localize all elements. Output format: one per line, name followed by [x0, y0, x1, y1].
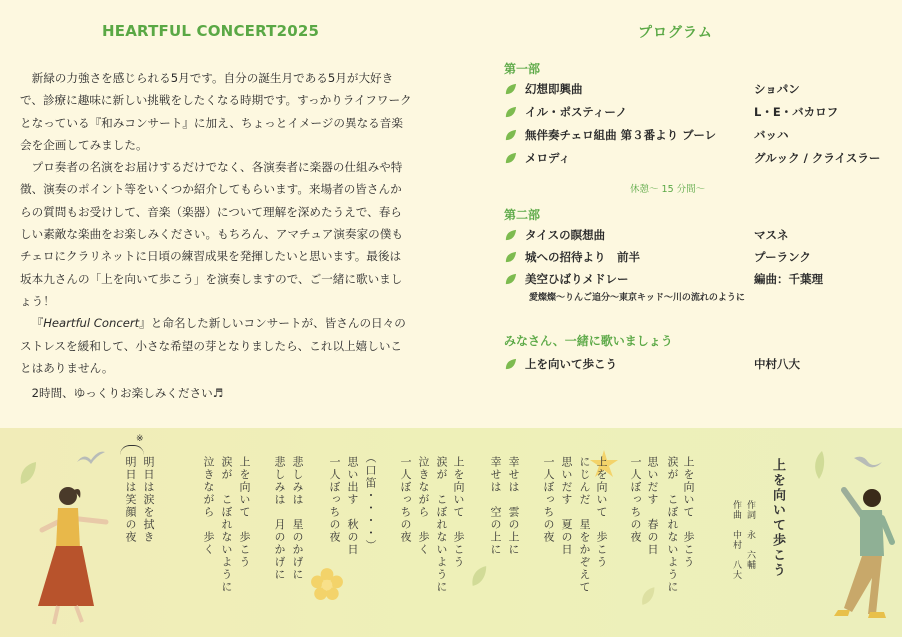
lyric-line: 幸せは 雲の上に [507, 456, 520, 556]
intro-paragraph-1: 新緑の力強さを感じられる5月です。自分の誕生月である5月が大好きで、診療に趣味に新しい挑戦をしたくなる時期です。すっかりライフワークとなっている『和みコンサート』に加え、ちょっとイメージの異なる音楽会を企画してみました。 [20, 71, 412, 152]
intermission-label: 休憩～ 15 分間～ [630, 184, 706, 195]
composer-name: 中村八大 [754, 357, 800, 371]
program-title: プログラム [638, 25, 713, 41]
program-row [504, 103, 896, 123]
lyricist-credit: 作詞 永 六輔 [745, 500, 755, 570]
leaf-icon [504, 251, 517, 264]
program-row [504, 80, 896, 100]
piece-title: 無伴奏チェロ組曲 第３番より ブーレ [525, 128, 717, 142]
intro-paragraph-3 [20, 312, 412, 379]
composer-name: ショパン [754, 82, 800, 96]
lyric-line: 思い出す 秋の日 [346, 456, 359, 556]
lyric-line: 泣きながら 歩く [417, 456, 430, 556]
repeat-bracket [120, 445, 144, 456]
composer-name: マスネ [754, 228, 789, 242]
lyric-line: 上を向いて 歩こう [238, 456, 251, 569]
leaf-decoration-icon [640, 585, 656, 607]
lyric-line: 涙が こぼれないように [666, 456, 679, 594]
lyric-line: 思いだす 夏の日 [560, 456, 573, 556]
flower-icon [310, 567, 344, 601]
lyric-line: 一人ぼっちの夜 [399, 456, 412, 544]
lyric-line: 上を向いて 歩こう [682, 456, 695, 569]
part2-label: 第二部 [504, 208, 541, 222]
repeat-mark: ※ [136, 434, 144, 444]
leaf-decoration-icon [470, 563, 488, 589]
lyric-line: 一人ぼっちの夜 [328, 456, 341, 544]
piece-title: タイスの瞑想曲 [525, 228, 606, 242]
lyric-line: 明日は涙を拭き [142, 456, 155, 544]
program-row [504, 149, 896, 169]
leaf-icon [504, 152, 517, 165]
leaf-decoration-icon [812, 450, 826, 480]
medley-detail: 愛燦燦～りんご追分～東京キッド～川の流れのように [529, 293, 745, 303]
leaf-icon [504, 273, 517, 286]
bird-icon [76, 448, 106, 468]
lyric-line: （口笛・・・・） [364, 452, 377, 552]
piece-title: 幻想即興曲 [525, 82, 583, 96]
lyric-line: 悲しみは 月のかげに [273, 456, 286, 581]
composer-name: グルック / クライスラー [754, 151, 881, 165]
composer-name: バッハ [754, 128, 789, 142]
lyric-line: 涙が こぼれないように [435, 456, 448, 594]
leaf-icon [504, 229, 517, 242]
composer-name: プーランク [754, 250, 811, 264]
lyric-line: 幸せは 空の上に [489, 456, 502, 556]
concert-name-italic: Heartful Concert [43, 316, 140, 331]
song-title: 上を向いて歩こう [770, 458, 785, 578]
leaf-icon [504, 358, 517, 371]
intro-paragraph-3-rest: 』と命名した新しいコンサートが、皆さんの日々のストレスを緩和して、小さな希望の芽となりましたら、これ以上嬉しいことはありません。 [20, 316, 406, 375]
man-illustration [816, 482, 902, 622]
part1-label: 第一部 [504, 62, 541, 76]
program-row-finale [504, 355, 896, 375]
bird-icon [852, 452, 884, 472]
sing-together-label: みなさん、一緒に歌いましょう [504, 334, 673, 348]
lyric-line: 涙が こぼれないように [220, 456, 233, 594]
piece-title: イル・ポスティーノ [525, 105, 628, 119]
piece-title: 城への招待より 前半 [525, 250, 640, 264]
lyric-line: 悲しみは 星のかげに [291, 456, 304, 581]
composer-credit: 作曲 中村 八大 [731, 500, 741, 580]
leaf-icon [504, 83, 517, 96]
leaf-icon [504, 106, 517, 119]
concert-title: HEARTFUL CONCERT2025 [102, 22, 320, 40]
intro-paragraph-4: 2時間、ゆっくりお楽しみください♬ [31, 386, 224, 401]
intro-text [20, 67, 412, 404]
program-row [504, 248, 896, 268]
lyric-line: 上を向いて 歩こう [595, 456, 608, 569]
lyric-line: 上を向いて 歩こう [452, 456, 465, 569]
program-row [504, 226, 896, 246]
piece-title: メロディ [525, 151, 571, 165]
composer-name: 編曲：千葉理 [754, 272, 823, 286]
piece-title: 上を向いて歩こう [525, 357, 617, 371]
lyric-line: にじんだ 星をかぞえて [578, 456, 591, 594]
intro-paragraph-2: プロ奏者の名演をお届けするだけでなく、各演奏者に楽器の仕組みや特徴、演奏のポイント等をいくつか紹介してもらいます。来場者の皆さんからの質問もお受けして、音楽（楽器）について理解を深めたうえで、春らしい素敵な楽曲をお楽しみください。もちろん、アマチュア演奏家の僕もチェロにクラリネットに日頃の練習成果を発揮したいと思います。最後は坂本九さんの「上を向いて歩こう」を演奏しますので、ご一緒に歌いましょう！ [20, 160, 403, 308]
lyric-line: 一人ぼっちの夜 [542, 456, 555, 544]
composer-name: L・E・バカロフ [754, 105, 839, 119]
lyric-line: 思いだす 春の日 [646, 456, 659, 556]
program-row [504, 126, 896, 146]
lyric-line: 泣きながら 歩く [202, 456, 215, 556]
lyric-line: 明日は笑顔の夜 [124, 456, 137, 544]
piece-title: 美空ひばりメドレー [525, 272, 629, 286]
leaf-icon [504, 129, 517, 142]
lyric-line: 一人ぼっちの夜 [629, 456, 642, 544]
program-row [504, 270, 896, 290]
girl-illustration [28, 478, 118, 628]
quote-open: 『 [31, 316, 44, 331]
